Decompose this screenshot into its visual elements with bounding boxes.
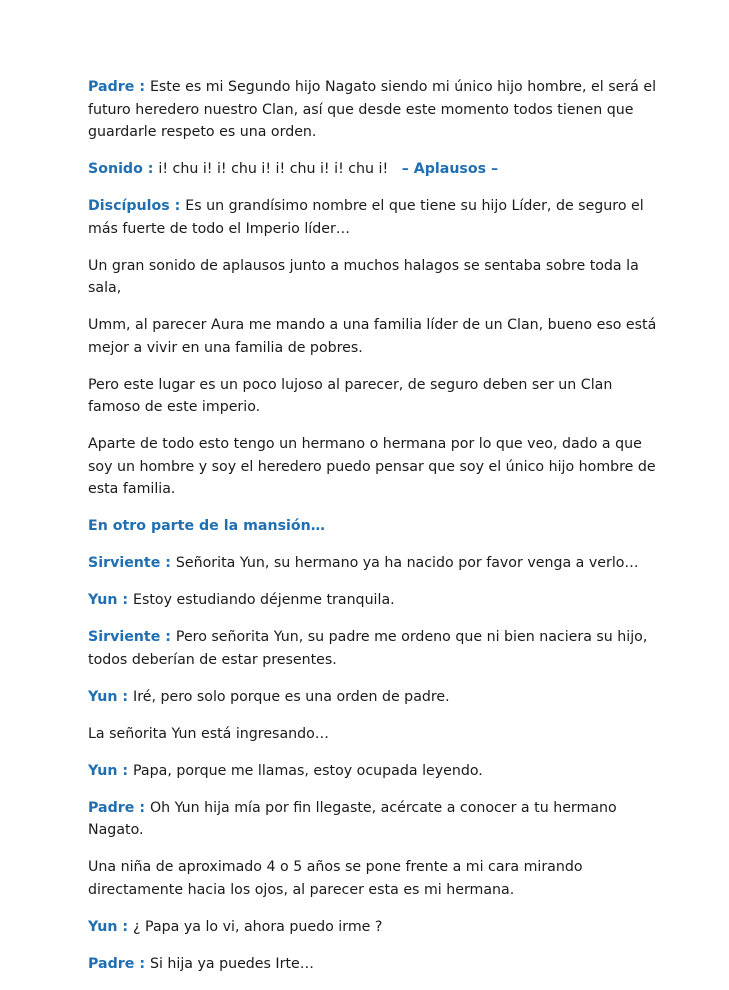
speaker-separator: :	[117, 688, 134, 705]
dialogue-line	[88, 552, 668, 575]
dialogue-line	[88, 158, 668, 181]
speaker-separator: :	[134, 79, 150, 95]
dialogue-text: Señorita Yun, su hermano ya ha nacido por favor venga a verlo…	[175, 555, 639, 571]
narration-text: Un gran sonido de aplausos junto a muchos halagos se sentaba sobre toda la sala,	[88, 257, 639, 296]
document-page	[88, 76, 668, 990]
speaker-name: Padre	[88, 799, 135, 816]
speaker-name: Yun	[88, 592, 118, 608]
dialogue-line	[88, 760, 668, 783]
dialogue-text: Papa, porque me llamas, estoy ocupada leyendo.	[133, 762, 483, 779]
narration-paragraph	[88, 856, 668, 901]
narration-text: Pero este lugar es un poco lujoso al parecer, de seguro deben ser un Clan famoso de este imperio.	[88, 376, 613, 415]
dialogue-line	[88, 686, 668, 709]
narration-paragraph	[88, 723, 668, 746]
speaker-separator: :	[117, 918, 134, 935]
dialogue-line	[88, 195, 668, 240]
speaker-separator: :	[117, 592, 134, 608]
speaker-name: Yun	[88, 688, 118, 705]
sound-effect-note: – Aplausos –	[401, 161, 499, 177]
narration-paragraph	[88, 374, 668, 419]
dialogue-text: Iré, pero solo porque es una orden de padre.	[133, 688, 450, 705]
narration-text: Una niña de aproximado 4 o 5 años se pone frente a mi cara mirando directamente hacia los ojos, al parecer esta es mi hermana.	[88, 859, 583, 898]
dialogue-text: i! chu i! i! chu i! i! chu i! i! chu i!	[158, 161, 402, 177]
dialogue-line	[88, 589, 668, 612]
dialogue-text: Estoy estudiando déjenme tranquila.	[133, 592, 395, 608]
dialogue-text: Es un grandísimo nombre el que tiene su hijo Líder, de seguro el más fuerte de todo el Imperio líder…	[88, 198, 644, 237]
dialogue-line	[88, 76, 668, 144]
dialogue-line	[88, 626, 668, 671]
speaker-name: Yun	[88, 918, 118, 935]
speaker-separator: :	[117, 762, 134, 779]
narration-text: La señorita Yun está ingresando…	[88, 725, 329, 742]
speaker-name: Padre	[88, 79, 135, 95]
narration-text: Aparte de todo esto tengo un hermano o hermana por lo que veo, dado a que soy un hombre y soy el heredero puedo pensar que soy el único hijo hombre de esta familia.	[88, 436, 656, 497]
dialogue-text: Pero señorita Yun, su padre me ordeno que ni bien naciera su hijo, todos deberían de estar presentes.	[88, 629, 648, 668]
speaker-separator: :	[134, 799, 150, 816]
dialogue-line	[88, 916, 668, 939]
narration-paragraph	[88, 255, 668, 300]
scene-heading: En otro parte de la mansión…	[88, 518, 325, 534]
narration-text: Umm, al parecer Aura me mando a una familia líder de un Clan, bueno eso está mejor a vivir en una familia de pobres.	[88, 317, 657, 356]
dialogue-line	[88, 797, 668, 842]
dialogue-text: Este es mi Segundo hijo Nagato siendo mi único hijo hombre, el será el futuro heredero nuestro Clan, así que desde este momento todos tienen que guardarle respeto es una orden.	[88, 79, 657, 140]
speaker-name: Yun	[88, 762, 118, 779]
speaker-name: Sonido	[88, 161, 143, 177]
speaker-separator: :	[160, 555, 176, 571]
dialogue-text: Oh Yun hija mía por fin llegaste, acércate a conocer a tu hermano Nagato.	[88, 799, 617, 838]
speaker-name: Padre	[88, 955, 135, 972]
dialogue-text: ¿ Papa ya lo vi, ahora puedo irme ?	[133, 918, 383, 935]
speaker-separator: :	[160, 629, 176, 645]
speaker-separator: :	[134, 955, 150, 972]
speaker-name: Discípulos	[88, 198, 170, 214]
speaker-separator: :	[142, 161, 159, 177]
dialogue-line	[88, 953, 668, 976]
speaker-name: Sirviente	[88, 555, 161, 571]
speaker-name: Sirviente	[88, 629, 161, 645]
narration-paragraph	[88, 433, 668, 501]
speaker-separator: :	[169, 198, 186, 214]
dialogue-text: Si hija ya puedes Irte…	[149, 955, 314, 972]
narration-paragraph	[88, 314, 668, 359]
